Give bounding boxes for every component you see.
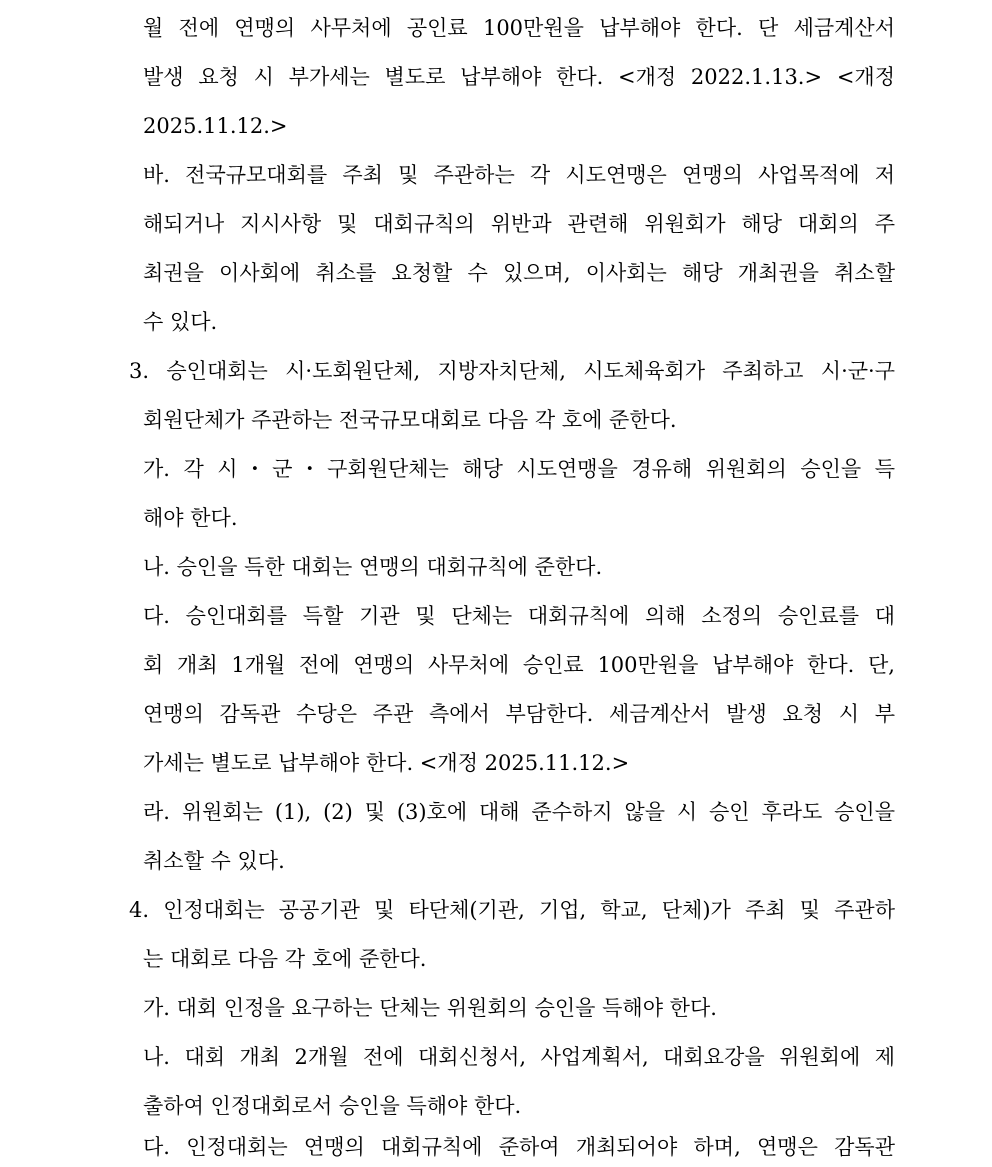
text-line: 연맹의 감독관 수당은 주관 측에서 부담한다. 세금계산서 발생 요청 시 부 — [143, 702, 895, 726]
text-line: 발생 요청 시 부가세는 별도로 납부해야 한다. <개정 2022.1.13.> <개정 — [143, 65, 895, 89]
text-line: 수 있다. — [143, 310, 218, 334]
text-line: 가. 각 시・군・구회원단체는 해당 시도연맹을 경유해 위원회의 승인을 득 — [143, 457, 895, 481]
text-line: 2025.11.12.> — [143, 114, 288, 138]
text-line: 다. 인정대회는 연맹의 대회규칙에 준하여 개최되어야 하며, 연맹은 감독관 — [143, 1135, 895, 1159]
text-line: 회 개최 1개월 전에 연맹의 사무처에 승인료 100만원을 납부해야 한다. 단, — [143, 653, 895, 677]
text-line: 월 전에 연맹의 사무처에 공인료 100만원을 납부해야 한다. 단 세금계산서 — [143, 16, 895, 40]
text-line: 해야 한다. — [143, 506, 238, 530]
text-line: 다. 승인대회를 득할 기관 및 단체는 대회규칙에 의해 소정의 승인료를 대 — [143, 604, 895, 628]
text-line: 최권을 이사회에 취소를 요청할 수 있으며, 이사회는 해당 개최권을 취소할 — [143, 261, 895, 285]
text-line: 가세는 별도로 납부해야 한다. <개정 2025.11.12.> — [143, 751, 630, 775]
text-line: 나. 승인을 득한 대회는 연맹의 대회규칙에 준한다. — [143, 555, 603, 579]
text-line: 가. 대회 인정을 요구하는 단체는 위원회의 승인을 득해야 한다. — [143, 996, 717, 1020]
text-line: 취소할 수 있다. — [143, 849, 285, 873]
text-line: 나. 대회 개최 2개월 전에 대회신청서, 사업계획서, 대회요강을 위원회에 제 — [143, 1045, 895, 1069]
text-line: 출하여 인정대회로서 승인을 득해야 한다. — [143, 1094, 522, 1118]
text-line: 해되거나 지시사항 및 대회규칙의 위반과 관련해 위원회가 해당 대회의 주 — [143, 212, 895, 236]
text-line: 라. 위원회는 (1), (2) 및 (3)호에 대해 준수하지 않을 시 승인 후라도 승인을 — [143, 800, 895, 824]
text-line: 3. 승인대회는 시·도회원단체, 지방자치단체, 시도체육회가 주최하고 시·군·구 — [129, 359, 895, 383]
text-line: 바. 전국규모대회를 주최 및 주관하는 각 시도연맹은 연맹의 사업목적에 저 — [143, 163, 895, 187]
text-line: 4. 인정대회는 공공기관 및 타단체(기관, 기업, 학교, 단체)가 주최 및 주관하 — [129, 898, 895, 922]
text-line: 는 대회로 다음 각 호에 준한다. — [143, 947, 427, 971]
text-line: 회원단체가 주관하는 전국규모대회로 다음 각 호에 준한다. — [143, 408, 677, 432]
